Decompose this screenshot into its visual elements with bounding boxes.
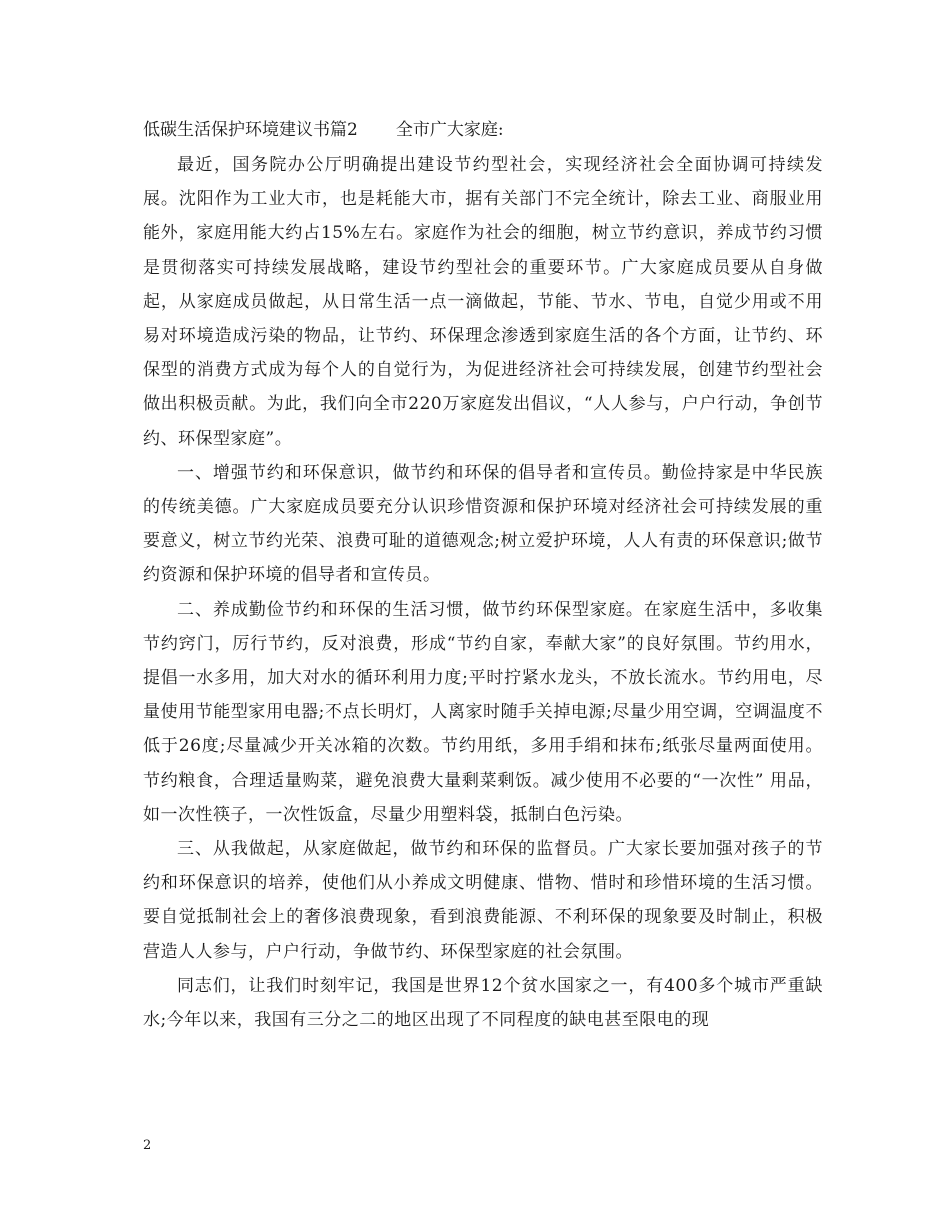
paragraph-point-two: 二、养成勤俭节约和环保的生活习惯，做节约环保型家庭。在家庭生活中，多收集节约窍门，厉行节约，反对浪费，形成“节约自家，奉献大家”的良好氛围。节约用水，提倡一水多用，加大对水的循环利用力度;平时拧紧水龙头，不放长流水。节约用电，尽量使用节能型家用电器;不点长明灯，人离家时随手关掉电源;尽量少用空调，空调温度不低于26度;尽量减少开关冰箱的次数。节约用纸，多用手绢和抹布;纸张尽量两面使用。节约粮食，合理适量购菜，避免浪费大量剩菜剩饭。减少使用不必要的“一次性” 用品，如一次性筷子，一次性饭盒，尽量少用塑料袋，抵制白色污染。 bbox=[143, 599, 823, 825]
document-title: 低碳生活保护环境建议书篇2 bbox=[143, 120, 358, 140]
paragraph-point-three: 三、从我做起，从家庭做起，做节约和环保的监督员。广大家长要加强对孩子的节约和环保意识的培养，使他们从小养成文明健康、惜物、惜时和珍惜环境的生活习惯。要自觉抵制社会上的奢侈浪费现象，看到浪费能源、不利环保的现象要及时制止，积极营造人人参与，户户行动，争做节约、环保型家庭的社会氛围。 bbox=[143, 839, 823, 962]
document-heading bbox=[143, 117, 823, 144]
paragraph-intro: 最近，国务院办公厅明确提出建设节约型社会，实现经济社会全面协调可持续发展。沈阳作为工业大市，也是耗能大市，据有关部门不完全统计，除去工业、商服业用能外，家庭用能大约占15%左右。家庭作为社会的细胞，树立节约意识，养成节约习惯是贯彻落实可持续发展战略，建设节约型社会的重要环节。广大家庭成员要从自身做起，从家庭成员做起，从日常生活一点一滴做起，节能、节水、节电，自觉少用或不用易对环境造成污染的物品，让节约、环保理念渗透到家庭生活的各个方面，让节约、环保型的消费方式成为每个人的自觉行为，为促进经济社会可持续发展，创建节约型社会做出积极贡献。为此，我们向全市220万家庭发出倡议，“人人参与，户户行动，争创节约、环保型家庭”。 bbox=[143, 155, 823, 449]
paragraph-closing: 同志们，让我们时刻牢记，我国是世界12个贫水国家之一，有400多个城市严重缺水;今年以来，我国有三分之二的地区出现了不同程度的缺电甚至限电的现 bbox=[143, 975, 823, 1031]
document-body bbox=[143, 117, 823, 1037]
page-number: 2 bbox=[143, 1138, 152, 1153]
salutation: 全市广大家庭: bbox=[395, 120, 504, 140]
paragraph-point-one: 一、增强节约和环保意识，做节约和环保的倡导者和宣传员。勤俭持家是中华民族的传统美德。广大家庭成员要充分认识珍惜资源和保护环境对经济社会可持续发展的重要意义，树立节约光荣、浪费可耻的道德观念;树立爱护环境，人人有责的环保意识;做节约资源和保护环境的倡导者和宣传员。 bbox=[143, 462, 823, 586]
